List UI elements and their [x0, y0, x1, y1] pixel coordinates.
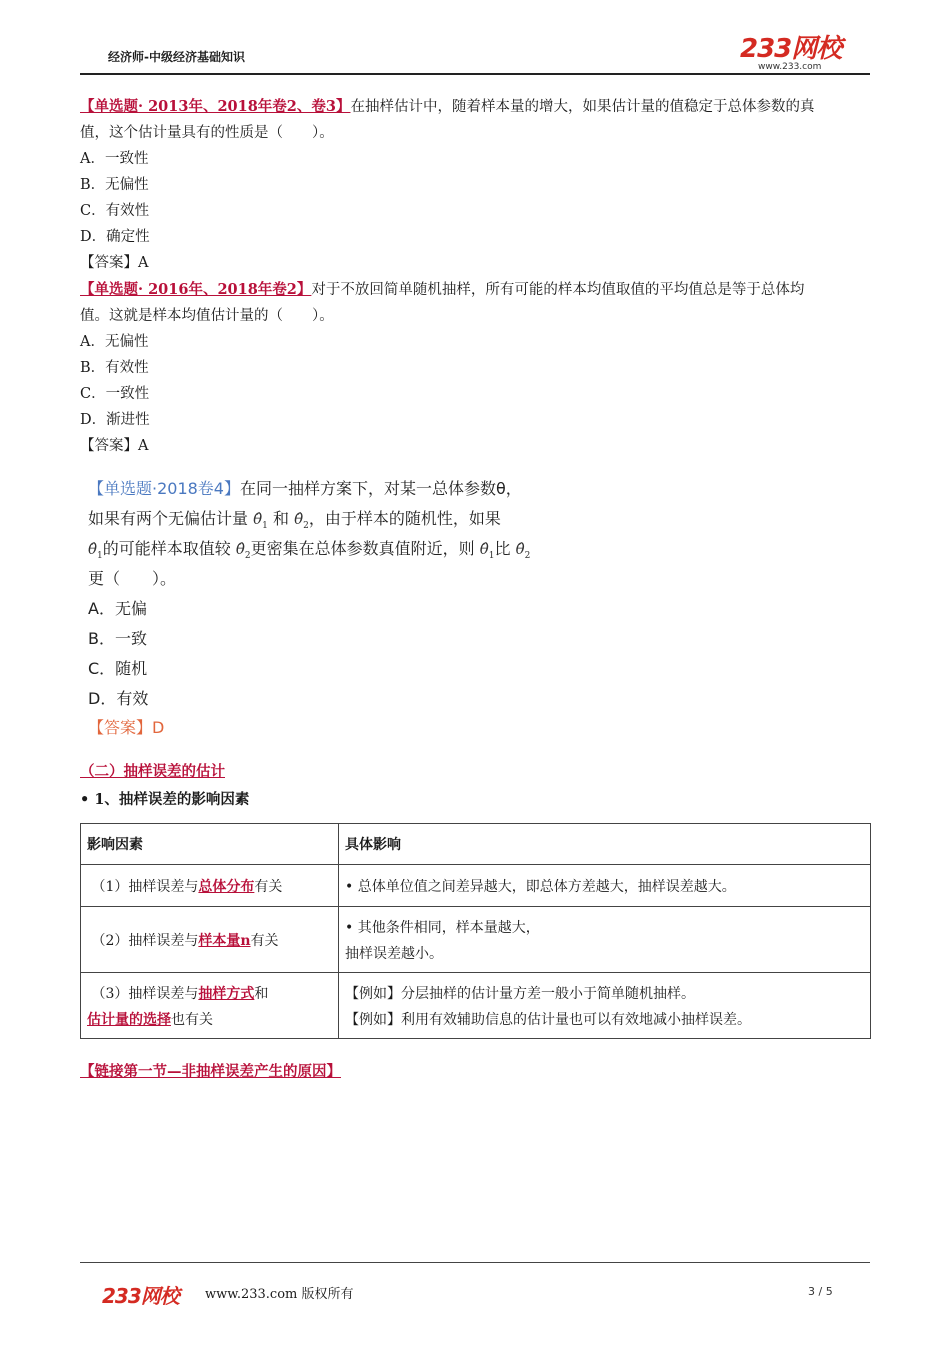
q3-line2-text-b: 和 — [272, 509, 289, 528]
table-cell-effect: 【例如】分层抽样的估计量方差一般小于简单随机抽样。 【例如】利用有效辅助信息的估计量也可以有效地减小抽样误差。 — [339, 973, 871, 1039]
q3-option-c: C．随机 — [88, 659, 148, 678]
table-cell-effect: • 总体单位值之间差异越大，即总体方差越大，抽样误差越大。 — [339, 865, 871, 907]
brand-logo — [740, 36, 850, 72]
q3-answer-text: 【答案】D — [88, 718, 165, 737]
q1-stem-line2: 值，这个估计量具有的性质是（ ）。 — [80, 125, 334, 141]
q1-tag: 【单选题· 2013年、2018年卷2、卷3】 — [80, 98, 351, 115]
theta1-symbol: $\thetâ_1$ — [88, 540, 103, 561]
q3-option-d: D．有效 — [88, 689, 149, 708]
table-header-factor: 影响因素 — [81, 824, 339, 865]
theta1-symbol: $\thetâ_1$ — [479, 540, 495, 561]
q2-stem-text1: 对于不放回简单随机抽样，所有可能的样本均值取值的平均值总是等于总体均 — [311, 282, 805, 298]
theta2-symbol: $\thetâ_2$ — [294, 510, 309, 531]
document-header-title: 经济师-中级经济基础知识 — [108, 50, 245, 64]
q3-option-a: A．无偏 — [88, 599, 147, 618]
q3-stem-line2 — [88, 506, 501, 531]
table-header-effect: 具体影响 — [339, 824, 871, 865]
q3-answer — [88, 715, 164, 738]
q3-line2-text-a: 如果有两个无偏估计量 — [88, 509, 249, 528]
q3-stem-line3 — [88, 536, 530, 561]
q2-option-a: A．无偏性 — [80, 334, 149, 350]
q3-line3-text-b: 更密集在总体参数真值附近，则 — [250, 539, 475, 558]
footer-divider — [80, 1262, 870, 1263]
q1-answer: 【答案】A — [80, 255, 149, 271]
table-cell-factor: （1）抽样误差与总体分布有关 — [81, 865, 339, 907]
page-number: 3 / 5 — [808, 1285, 833, 1298]
q2-stem-line1 — [80, 278, 804, 299]
table-cell-factor: （2）抽样误差与样本量n有关 — [81, 907, 339, 973]
q1-stem-text1: 在抽样估计中，随着样本量的增大，如果估计量的值稳定于总体参数的真 — [350, 99, 815, 115]
footer-logo: 233网校 — [102, 1284, 179, 1308]
q1-option-b: B．无偏性 — [80, 177, 149, 193]
q3-stem-line4: 更（ ）。 — [88, 569, 177, 588]
q1-option-a: A．一致性 — [80, 151, 149, 167]
q2-stem-line2: 值。这就是样本均值估计量的（ ）。 — [80, 308, 334, 324]
q2-answer: 【答案】A — [80, 438, 149, 454]
q2-option-d: D．渐进性 — [80, 412, 150, 428]
influence-factors-table — [80, 823, 871, 1039]
q3-line2-text-c: ，由于样本的随机性，如果 — [308, 509, 501, 528]
theta2-symbol: $\thetâ_2$ — [515, 540, 531, 561]
section-subtitle: • 1、抽样误差的影响因素 — [80, 791, 250, 808]
q2-option-b: B．有效性 — [80, 360, 149, 376]
table-cell-effect: • 其他条件相同，样本量越大， 抽样误差越小。 — [339, 907, 871, 973]
section-title: （二）抽样误差的估计 — [80, 763, 225, 780]
table-row — [81, 973, 871, 1039]
q3-line1-text: 在同一抽样方案下，对某一总体参数θ， — [240, 479, 522, 498]
q3-line3-text-c: 比 — [494, 539, 511, 558]
table-row — [81, 907, 871, 973]
q1-option-c: C．有效性 — [80, 203, 150, 219]
theta2-symbol: $\thetâ_2$ — [235, 540, 251, 561]
header-divider — [80, 73, 870, 75]
footer-copyright: www.233.com 版权所有 — [205, 1287, 354, 1302]
q2-option-c: C．一致性 — [80, 386, 150, 402]
theta1-symbol: $\thetâ_1$ — [253, 510, 268, 531]
table-header-row — [81, 824, 871, 865]
table-row — [81, 865, 871, 907]
chapter-link[interactable]: 【链接第一节—非抽样误差产生的原因】 — [80, 1063, 341, 1080]
q3-stem-line1 — [88, 476, 522, 499]
q3-line3-text-a: 的可能样本取值较 — [102, 539, 231, 558]
q1-stem-line1 — [80, 95, 815, 116]
logo-text: 233网校 — [740, 34, 842, 64]
q3-option-b: B．一致 — [88, 629, 147, 648]
q3-tag: 【单选题·2018卷4】 — [88, 479, 240, 498]
q1-option-d: D．确定性 — [80, 229, 150, 245]
table-cell-factor: （3）抽样误差与抽样方式和 估计量的选择也有关 — [81, 973, 339, 1039]
q2-tag: 【单选题· 2016年、2018年卷2】 — [80, 281, 312, 298]
logo-url: www.233.com — [758, 62, 822, 72]
